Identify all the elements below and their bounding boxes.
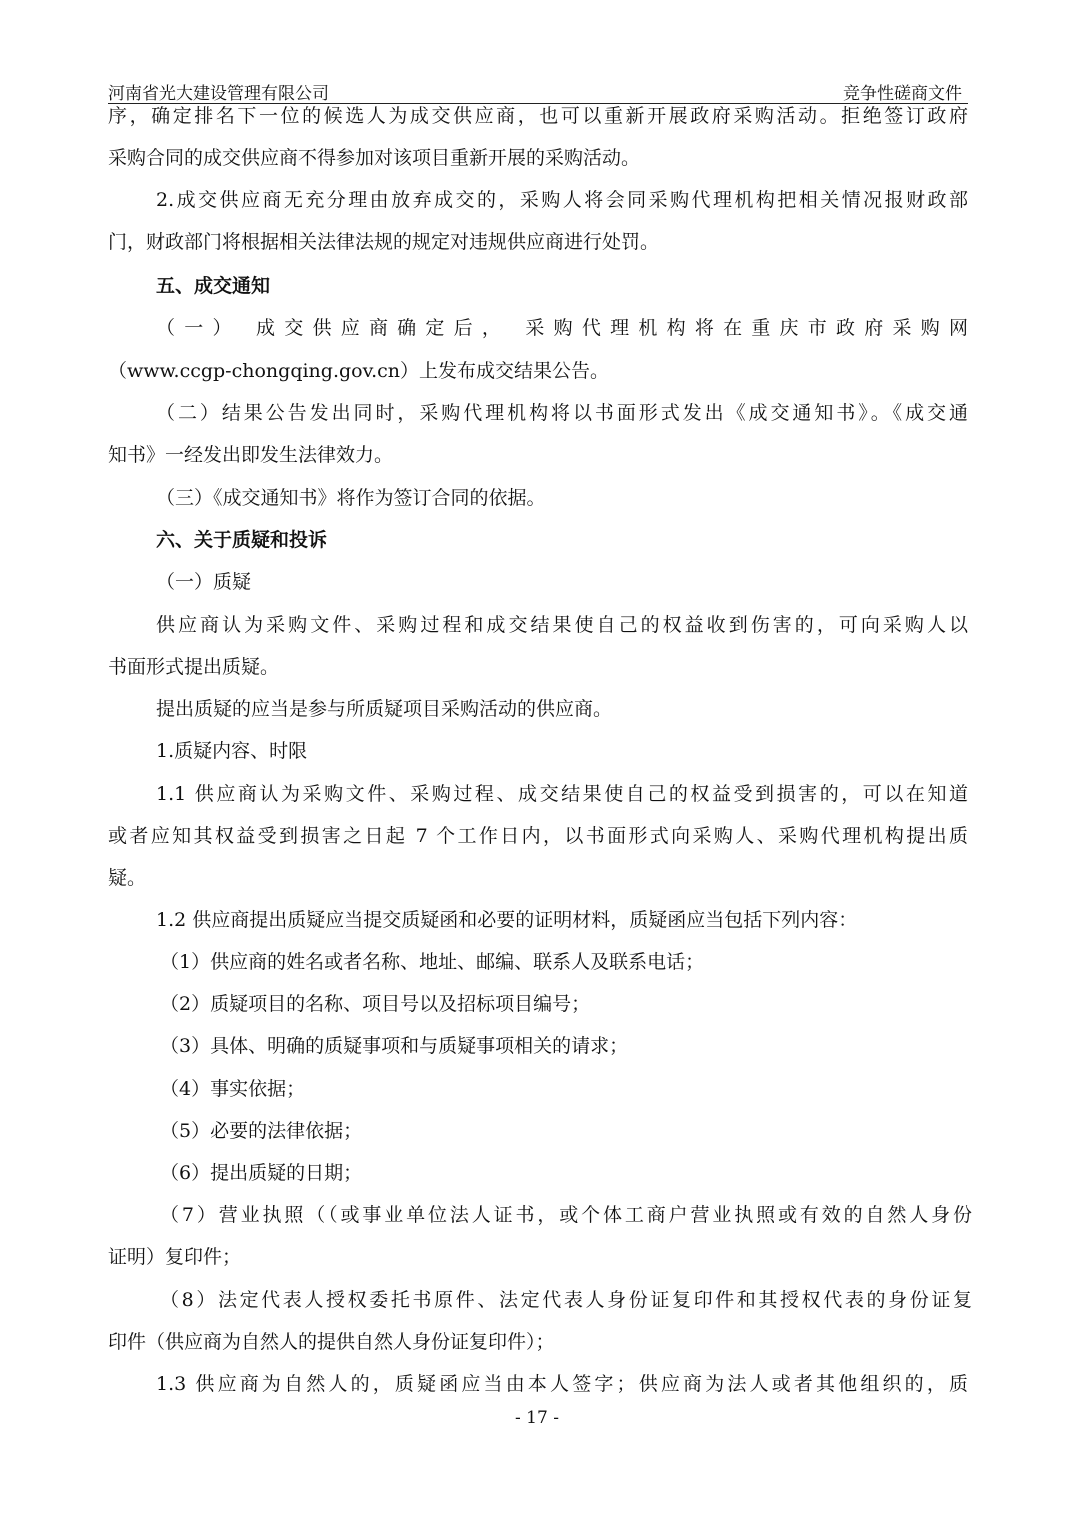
list-item: （7）营业执照（（或事业单位法人证书，或个体工商户营业执照或有效的自然人身份 [160,1204,972,1226]
text-line: 采购合同的成交供应商不得参加对该项目重新开展的采购活动。 [108,147,641,169]
page-number: - 17 - [515,1408,559,1428]
text-line: 书面形式提出质疑。 [108,656,280,678]
header-doc-type: 竞争性磋商文件 [843,84,962,104]
text-line: 1.质疑内容、时限 [156,740,308,762]
list-item: （6）提出质疑的日期； [160,1162,363,1184]
text-line: （一） 成交供应商确定后， 采购代理机构将在重庆市政府采购网 [156,317,968,339]
list-item: （8）法定代表人授权委托书原件、法定代表人身份证复印件和其授权代表的身份证复 [160,1289,972,1311]
text-line: （一）质疑 [156,571,252,593]
text-line: 2.成交供应商无充分理由放弃成交的，采购人将会同采购代理机构把相关情况报财政部 [156,189,968,211]
text-line: 疑。 [108,867,147,889]
section-heading: 六、关于质疑和投诉 [156,529,328,551]
text-line: 知书》一经发出即发生法律效力。 [108,444,394,466]
header-company: 河南省光大建设管理有限公司 [108,84,329,104]
text-line: 序，确定排名下一位的候选人为成交供应商，也可以重新开展政府采购活动。拒绝签订政府 [108,105,968,127]
page-header [108,79,968,104]
text-line: （二）结果公告发出同时，采购代理机构将以书面形式发出《成交通知书》。《成交通 [156,402,968,424]
list-item: （4）事实依据； [160,1078,306,1100]
text-line: 1.3 供应商为自然人的，质疑函应当由本人签字；供应商为法人或者其他组织的，质 [156,1373,968,1395]
text-line: 印件（供应商为自然人的提供自然人身份证复印件）； [108,1331,555,1353]
text-line: 证明）复印件； [108,1246,242,1268]
text-line: 1.2 供应商提出质疑应当提交质疑函和必要的证明材料，质疑函应当包括下列内容： [156,909,858,931]
text-line: 供应商认为采购文件、采购过程和成交结果使自己的权益收到伤害的，可向采购人以 [156,614,968,636]
text-line: 提出质疑的应当是参与所质疑项目采购活动的供应商。 [156,698,613,720]
text-line: 门，财政部门将根据相关法律法规的规定对违规供应商进行处罚。 [108,231,660,253]
text-line: 1.1 供应商认为采购文件、采购过程、成交结果使自己的权益受到损害的，可以在知道 [156,783,968,805]
text-line: 或者应知其权益受到损害之日起 7 个工作日内，以书面形式向采购人、采购代理机构提出质 [108,825,968,847]
text-line: （三）《成交通知书》将作为签订合同的依据。 [156,487,546,509]
list-item: （5）必要的法律依据； [160,1120,363,1142]
text-line: （www.ccgp-chongqing.gov.cn）上发布成交结果公告。 [108,360,609,382]
list-item: （3）具体、明确的质疑事项和与质疑事项相关的请求； [160,1035,629,1057]
list-item: （1）供应商的姓名或者名称、地址、邮编、联系人及联系电话； [160,951,705,973]
list-item: （2）质疑项目的名称、项目号以及招标项目编号； [160,993,591,1015]
section-heading: 五、成交通知 [156,275,271,297]
